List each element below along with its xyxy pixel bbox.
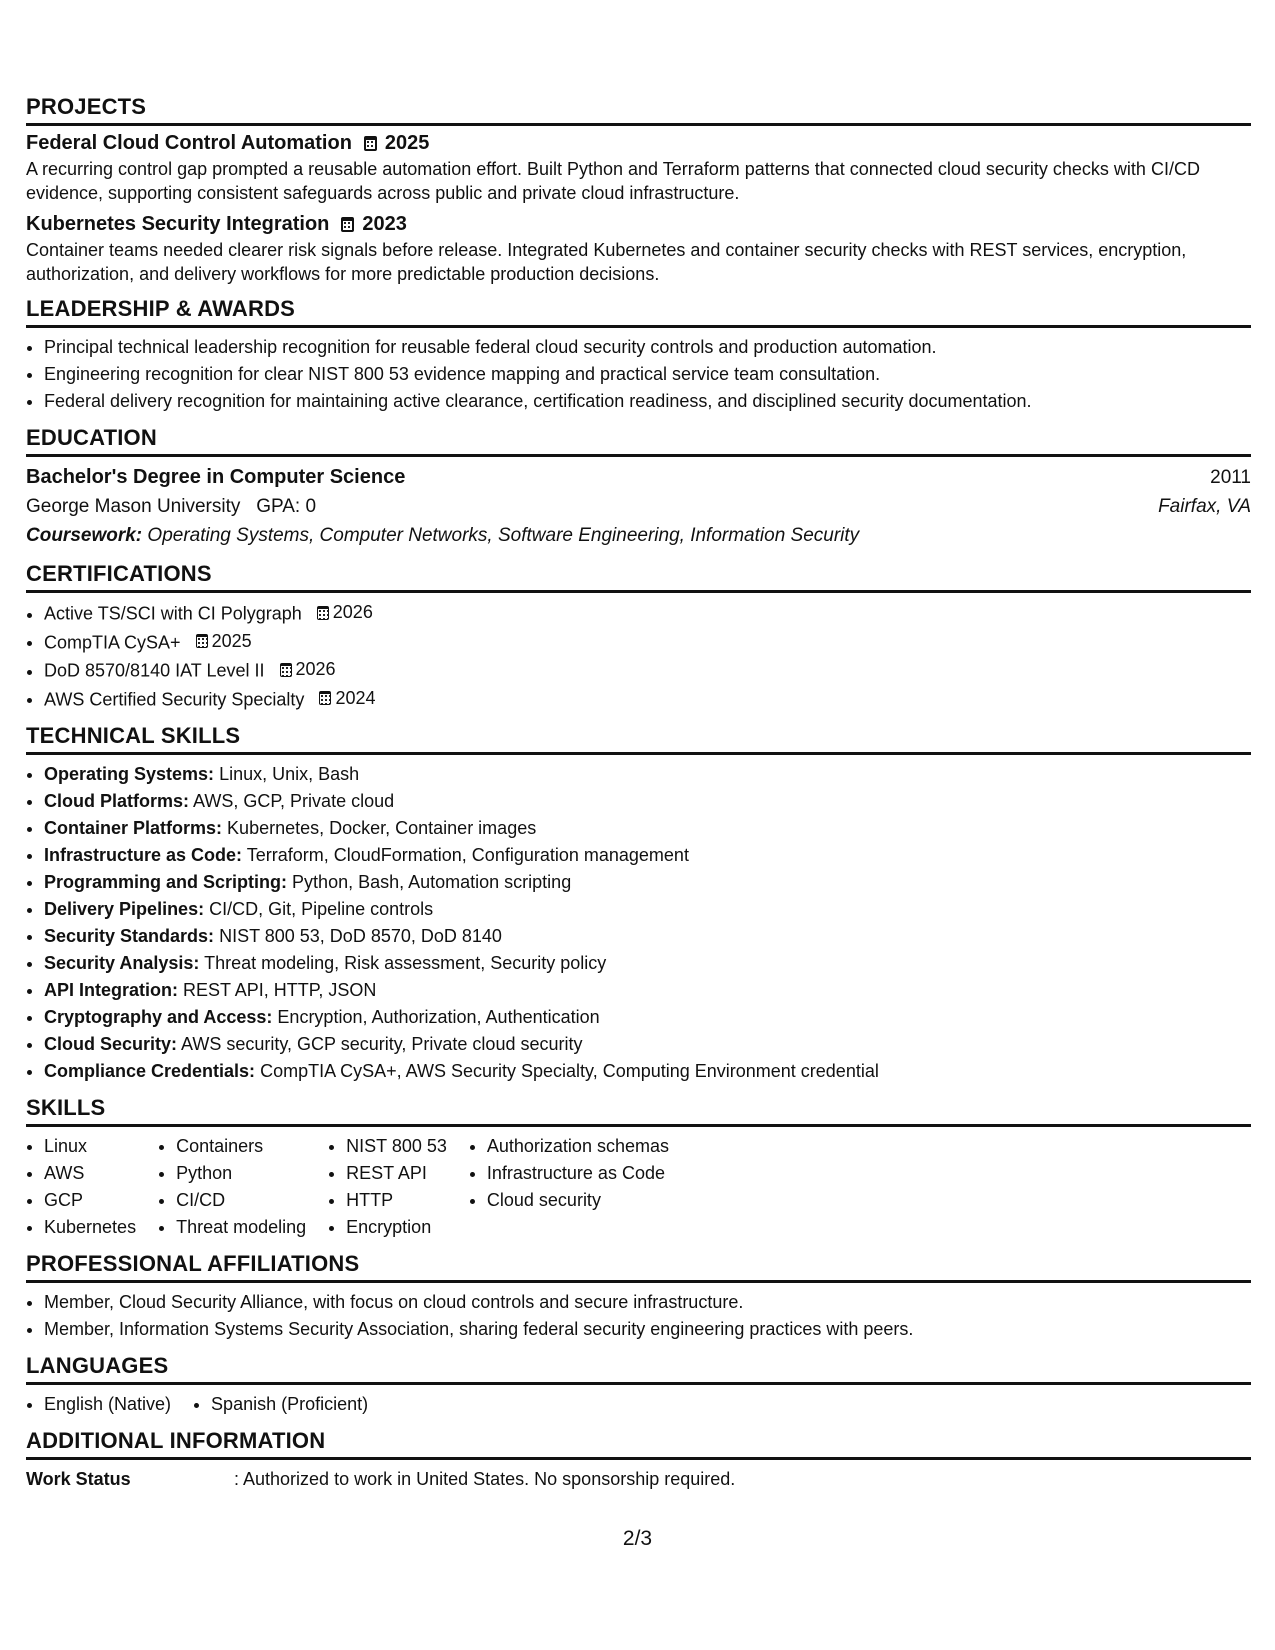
section-title: SKILLS: [26, 1095, 1251, 1127]
skill-values: Threat modeling, Risk assessment, Security policy: [204, 953, 607, 973]
section-title: ADDITIONAL INFORMATION: [26, 1428, 1251, 1460]
education-section: [26, 425, 1251, 551]
languages-list: [193, 1391, 368, 1418]
coursework-label: Coursework:: [26, 525, 143, 546]
certification-date: 2026: [332, 602, 373, 622]
list-item: • NIST 800 53: [346, 1133, 447, 1160]
list-item: • AWS: [44, 1160, 136, 1187]
certification-name: AWS Certified Security Specialty: [44, 689, 305, 709]
calendar-icon: [341, 217, 354, 232]
section-title: PROFESSIONAL AFFILIATIONS: [26, 1251, 1251, 1283]
skills-column: [158, 1133, 306, 1241]
resume-page: [26, 94, 1251, 1503]
certifications-list: [26, 599, 1251, 713]
list-item: • CI/CD: [176, 1187, 306, 1214]
affiliations-list: [26, 1289, 1251, 1343]
list-item: • Member, Information Systems Security Association, sharing federal security engineering practices with peers.: [44, 1316, 1251, 1343]
section-title: TECHNICAL SKILLS: [26, 723, 1251, 755]
project-title: [26, 132, 1251, 155]
skill-values: NIST 800 53, DoD 8570, DoD 8140: [219, 926, 502, 946]
leadership-list: [26, 334, 1251, 415]
certification-item: [44, 599, 1251, 628]
list-item: [44, 1004, 1251, 1031]
technical-skills-section: [26, 723, 1251, 1085]
calendar-icon: [319, 691, 331, 705]
project-title: [26, 213, 1251, 236]
skill-values: Encryption, Authorization, Authentication: [277, 1007, 600, 1027]
skill-values: CompTIA CySA+, AWS Security Specialty, Computing Environment credential: [260, 1061, 879, 1081]
coursework: [26, 521, 1251, 551]
work-status-label: Work Status: [26, 1469, 131, 1489]
project-name: Federal Cloud Control Automation: [26, 132, 352, 154]
project-description: Container teams needed clearer risk signals before release. Integrated Kubernetes and container security checks with REST services, encryption, authorization, and delivery workflows for more predictable production decisions.: [26, 240, 1187, 284]
skill-values: Terraform, CloudFormation, Configuration management: [246, 845, 689, 865]
section-title: EDUCATION: [26, 425, 1251, 457]
list-item: • Python: [176, 1160, 306, 1187]
list-item: [44, 815, 1251, 842]
list-item: [44, 923, 1251, 950]
skill-values: REST API, HTTP, JSON: [183, 980, 377, 1000]
certification-name: Active TS/SCI with CI Polygraph: [44, 603, 302, 624]
list-item: • Encryption: [346, 1214, 447, 1241]
project-description: A recurring control gap prompted a reusable automation effort. Built Python and Terraform patterns that connected cloud security checks with CI/CD evidence, supporting consistent safeguards across public and private cloud infrastructure.: [26, 159, 1200, 203]
school-name: George Mason University: [26, 496, 241, 517]
list-item: • Infrastructure as Code: [487, 1160, 669, 1187]
skill-category: Security Analysis:: [44, 953, 200, 973]
skill-category: Cloud Security:: [44, 1034, 178, 1054]
skill-category: API Integration:: [44, 980, 178, 1000]
certification-date: 2026: [295, 659, 336, 679]
language-item: • Spanish (Proficient): [211, 1391, 368, 1418]
skills-column: [26, 1133, 136, 1241]
list-item: • HTTP: [346, 1187, 447, 1214]
skill-category: Compliance Credentials:: [44, 1061, 256, 1081]
list-item: • Cloud security: [487, 1187, 669, 1214]
list-item: [44, 977, 1251, 1004]
page-number: 2/3: [622, 1527, 653, 1550]
skills-column: [469, 1133, 669, 1241]
skill-category: Cloud Platforms:: [44, 791, 190, 811]
skill-category: Infrastructure as Code:: [44, 845, 243, 865]
list-item: • Member, Cloud Security Alliance, with focus on cloud controls and secure infrastructure.: [44, 1289, 1251, 1316]
certification-name: DoD 8570/8140 IAT Level II: [44, 660, 265, 681]
list-item: [44, 869, 1251, 896]
certification-item: [44, 685, 1251, 714]
list-item: • Threat modeling: [176, 1214, 306, 1241]
skill-category: Container Platforms:: [44, 818, 223, 838]
skill-category: Operating Systems:: [44, 764, 215, 784]
projects-section: [26, 94, 1251, 286]
work-status-value: : Authorized to work in United States. No sponsorship required.: [234, 1469, 736, 1489]
list-item: [44, 896, 1251, 923]
section-title: LEADERSHIP & AWARDS: [26, 296, 1251, 328]
project-date: 2023: [362, 213, 407, 235]
languages-list: [26, 1391, 171, 1418]
skill-category: Delivery Pipelines:: [44, 899, 205, 919]
language-item: • English (Native): [44, 1391, 171, 1418]
skill-values: CI/CD, Git, Pipeline controls: [209, 899, 434, 919]
list-item: • Principal technical leadership recognition for reusable federal cloud security controls and production automation.: [44, 334, 1251, 361]
skill-category: Cryptography and Access:: [44, 1007, 273, 1027]
additional-info-section: [26, 1428, 1251, 1493]
section-title: CERTIFICATIONS: [26, 561, 1251, 593]
degree: Bachelor's Degree in Computer Science: [26, 466, 406, 488]
skill-values: AWS, GCP, Private cloud: [193, 791, 395, 811]
gpa: GPA: 0: [256, 496, 317, 517]
calendar-icon: [364, 136, 377, 151]
list-item: • Containers: [176, 1133, 306, 1160]
section-title: LANGUAGES: [26, 1353, 1251, 1385]
certification-name: CompTIA CySA+: [44, 632, 181, 652]
section-title: PROJECTS: [26, 94, 1251, 126]
project-date: 2025: [384, 132, 430, 154]
affiliations-section: [26, 1251, 1251, 1343]
certifications-section: [26, 561, 1251, 713]
skill-values: Linux, Unix, Bash: [219, 764, 360, 784]
list-item: • Federal delivery recognition for maintaining active clearance, certification readiness, and disciplined security documentation.: [44, 388, 1251, 415]
list-item: [44, 950, 1251, 977]
certification-date: 2024: [335, 687, 376, 708]
list-item: [44, 788, 1251, 815]
skills-section: [26, 1095, 1251, 1241]
graduation-year: 2011: [1210, 467, 1251, 488]
languages-section: [26, 1353, 1251, 1418]
certification-date: 2025: [211, 630, 252, 651]
skills-columns: [26, 1133, 1251, 1241]
list-item: • REST API: [346, 1160, 447, 1187]
certification-item: [44, 656, 1251, 685]
list-item: • Kubernetes: [44, 1214, 136, 1241]
calendar-icon: [317, 606, 329, 620]
list-item: • Linux: [44, 1133, 136, 1160]
list-item: [44, 1058, 1251, 1085]
project-name: Kubernetes Security Integration: [26, 213, 330, 235]
skills-column: [328, 1133, 447, 1241]
school-location: Fairfax, VA: [1158, 496, 1251, 517]
leadership-section: [26, 296, 1251, 415]
skill-values: Python, Bash, Automation scripting: [292, 872, 572, 892]
list-item: [44, 842, 1251, 869]
skill-category: Programming and Scripting:: [44, 872, 288, 892]
list-item: • GCP: [44, 1187, 136, 1214]
list-item: • Authorization schemas: [487, 1133, 669, 1160]
list-item: [44, 1031, 1251, 1058]
skill-values: Kubernetes, Docker, Container images: [227, 818, 537, 838]
list-item: • Engineering recognition for clear NIST 800 53 evidence mapping and practical service team consultation.: [44, 361, 1251, 388]
technical-skills-list: [26, 761, 1251, 1085]
list-item: [44, 761, 1251, 788]
skill-category: Security Standards:: [44, 926, 215, 946]
certification-item: [44, 628, 1251, 657]
coursework-value: Operating Systems, Computer Networks, Software Engineering, Information Security: [147, 525, 860, 546]
calendar-icon: [280, 663, 292, 677]
calendar-icon: [196, 634, 208, 648]
skill-values: AWS security, GCP security, Private cloud security: [181, 1034, 583, 1054]
